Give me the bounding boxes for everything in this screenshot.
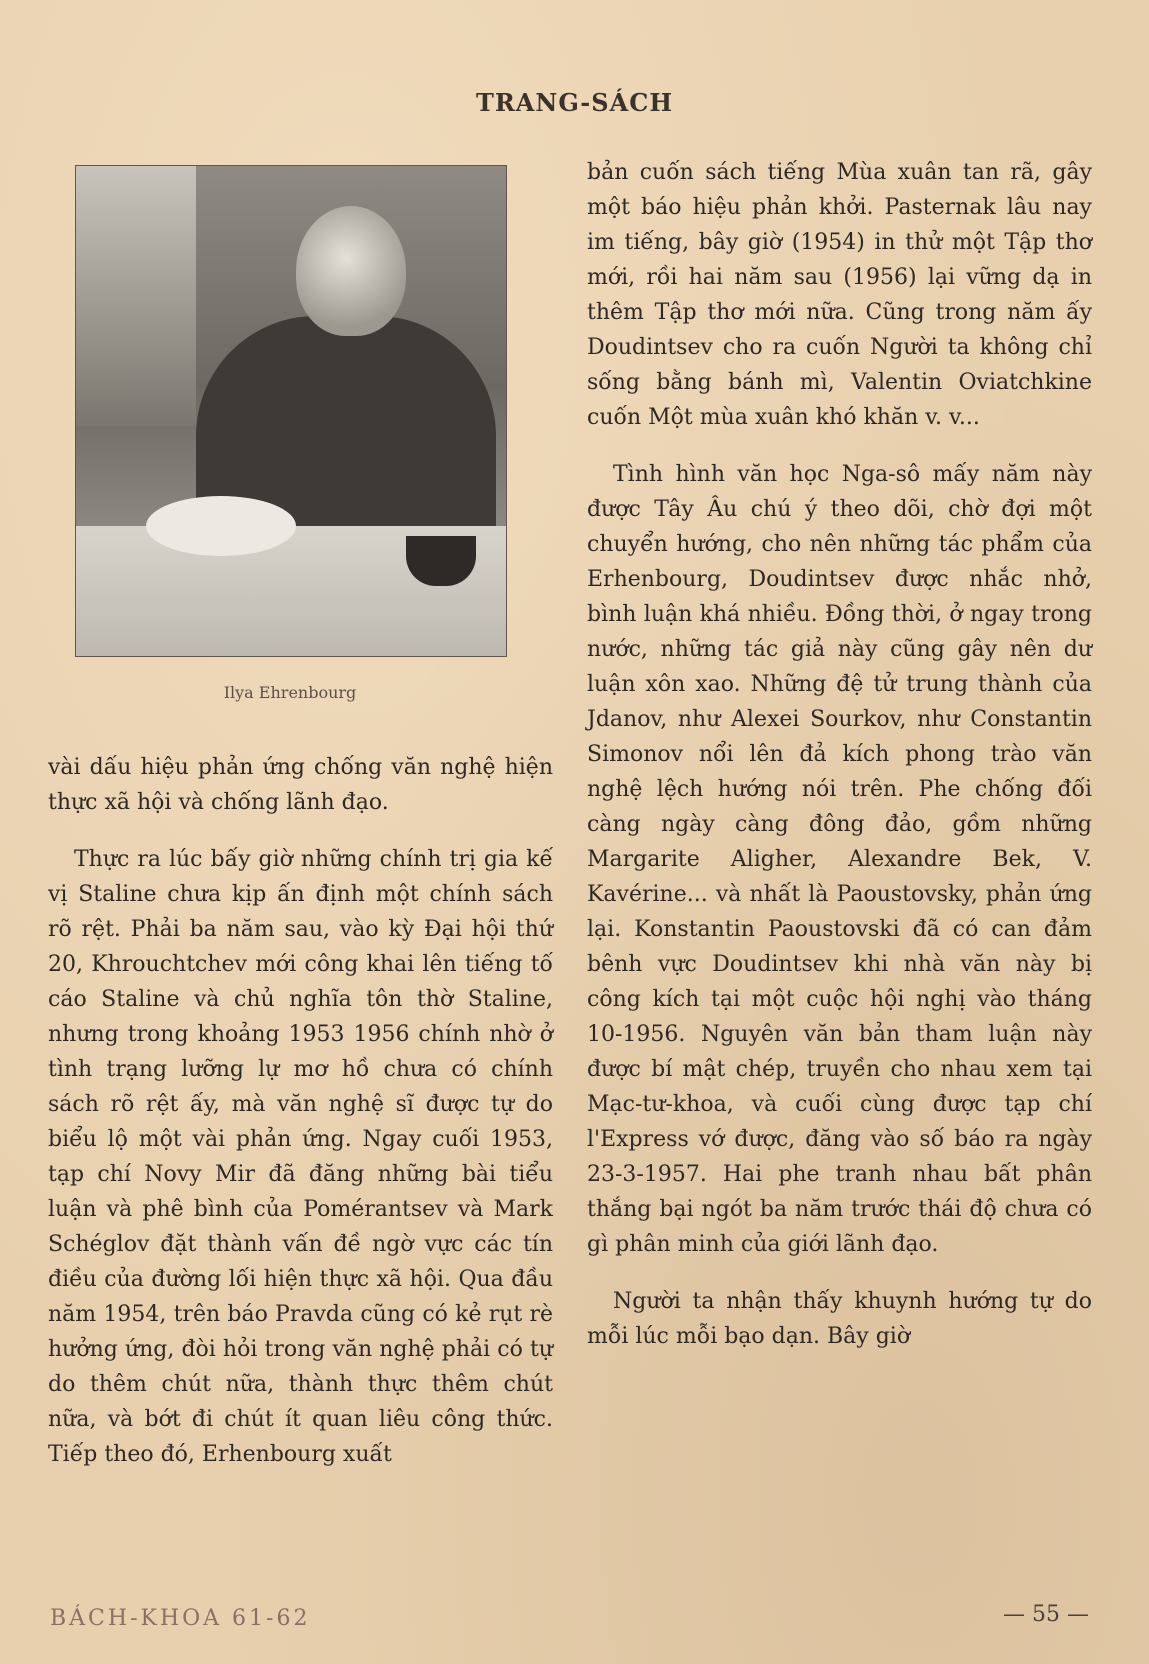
right-paragraph-3: Người ta nhận thấy khuynh hướng tự do mỗi lúc mỗi bạo dạn. Bây giờ bbox=[587, 1289, 1092, 1349]
right-paragraph-2: Tình hình văn học Nga-sô mấy năm này được Tây Âu chú ý theo dõi, chờ đợi một chuyển hướng, cho nên những tác phẩm của Erhenbourg, Doudintsev được nhắc nhở, bình luận khá nhiều. Đồng thời, ở ngay trong nước, những tác giả này cũng gây nên dư luận xôn xao. Những đệ tử trung thành của Jdanov, như Alexei Sourkov, như Constantin Simonov nổi lên đả kích phong trào văn nghệ lệch hướng nói trên. Phe chống đối càng ngày càng đông đảo, gồm những Margarite Aligher, Alexandre Bek, V. Kavérine... và nhất là Paoustovsky, phản ứng lại. Konstantin Paoustovski đã có can đảm bênh vực Doudintsev khi nhà văn này bị công kích tại một cuộc hội nghị vào tháng 10-1956. Nguyên văn bản tham luận này được bí mật chép, truyền cho nhau xem tại Mạc-tư-khoa, và cuối cùng được tạp chí l'Express vớ được, đăng vào số báo ra ngày 23-3-1957. Hai phe tranh nhau bất phân thắng bại ngót ba năm trước thái độ chưa có gì phân minh của giới lãnh đạo. bbox=[587, 462, 1092, 1257]
left-column bbox=[48, 750, 553, 1472]
footer-page-number: — 55 — bbox=[1003, 1602, 1089, 1627]
page-header-title: TRANG-SÁCH bbox=[476, 88, 673, 117]
right-paragraph-1: bản cuốn sách tiếng Mùa xuân tan rã, gây một báo hiệu phản khởi. Pasternak lâu nay im tiếng, bây giờ (1954) in thử một Tập thơ mới, rồi hai năm sau (1956) lại vững dạ in thêm Tập thơ mới nữa. Cũng trong năm ấy Doudintsev cho ra cuốn Người ta không chỉ sống bằng bánh mì, Valentin Oviatchkine cuốn Một mùa xuân khó khăn v. v... bbox=[587, 160, 1092, 430]
left-paragraph-2: Thực ra lúc bấy giờ những chính trị gia kế vị Staline chưa kịp ấn định một chính sách rõ rệt. Phải ba năm sau, vào kỳ Đại hội thứ 20, Khrouchtchev mới công khai lên tiếng tố cáo Staline và chủ nghĩa tôn thờ Staline, nhưng trong khoảng 1953 1956 chính nhờ ở tình trạng lưỡng lự mơ hồ chưa có chính sách rõ rệt ấy, mà văn nghệ sĩ được tự do biểu lộ một vài phản ứng. Ngay cuối 1953, tạp chí Novy Mir đã đăng những bài tiểu luận và phê bình của Pomérantsev và Mark Schéglov đặt thành vấn đề ngờ vực các tín điều của đường lối hiện thực xã hội. Qua đầu năm 1954, trên báo Pravda cũng có kẻ rụt rè hưởng ứng, đòi hỏi trong văn nghệ phải có tự do thêm chút nữa, thành thực thêm chút nữa, và bớt đi chút ít quan liêu công thức. Tiếp theo đó, Erhenbourg xuất bbox=[48, 847, 553, 1467]
right-column bbox=[587, 155, 1092, 1354]
photo-caption: Ilya Ehrenbourg bbox=[223, 683, 357, 702]
footer-magazine-name: BÁCH-KHOA 61-62 bbox=[50, 1606, 311, 1631]
portrait-photo bbox=[75, 165, 507, 657]
left-paragraph-1: vài dấu hiệu phản ứng chống văn nghệ hiện thực xã hội và chống lãnh đạo. bbox=[48, 755, 553, 815]
